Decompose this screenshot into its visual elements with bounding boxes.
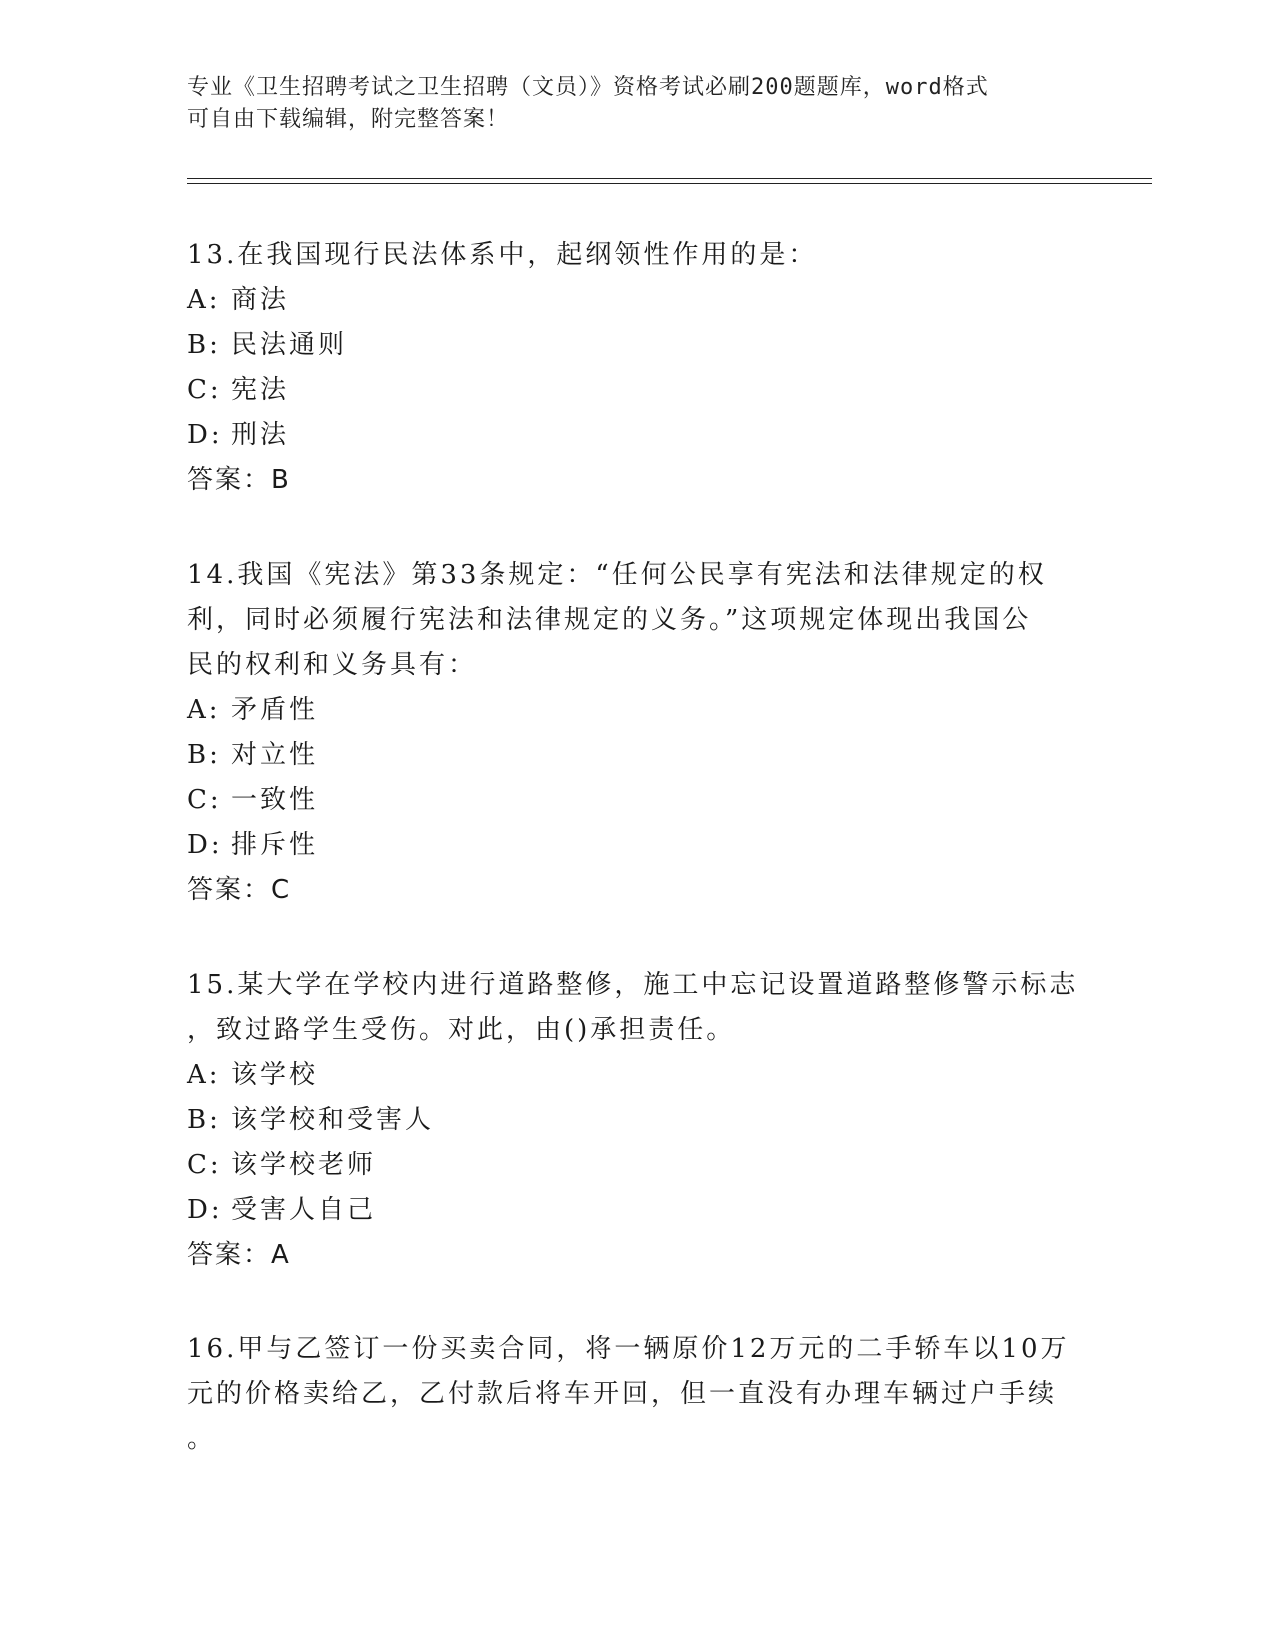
header-line-1: 专业《卫生招聘考试之卫生招聘（文员）》资格考试必刷200题题库，word格式 [187, 75, 989, 100]
question-stem-line-1: 16.甲与乙签订一份买卖合同，将一辆原价12万元的二手轿车以10万 [187, 1334, 1070, 1364]
option-d [187, 823, 1087, 868]
option-key: D: [187, 830, 223, 860]
option-d [187, 1188, 1087, 1233]
question-15 [187, 963, 1087, 1278]
option-key: C: [187, 785, 222, 815]
option-c [187, 778, 1087, 823]
question-stem-line-3: 。 [187, 1424, 217, 1454]
option-key: C: [187, 375, 222, 405]
option-b [187, 1098, 1087, 1143]
question-stem-line-1: 14.我国《宪法》第33条规定：“任何公民享有宪法和法律规定的权 [187, 560, 1047, 590]
option-key: A: [187, 695, 221, 725]
header-divider-bottom [187, 183, 1152, 184]
question-stem-line-3: 民的权利和义务具有： [187, 650, 478, 680]
option-text: 对立性 [231, 740, 319, 770]
option-text: 一致性 [231, 785, 319, 815]
option-a [187, 1053, 1087, 1098]
option-c [187, 368, 1087, 413]
question-14 [187, 553, 1087, 913]
header-line-2: 可自由下载编辑，附完整答案！ [187, 107, 510, 132]
answer-line: 答案：C [187, 875, 292, 905]
header-divider-top [187, 178, 1152, 179]
option-text: 受害人自己 [231, 1195, 377, 1225]
option-text: 排斥性 [231, 830, 319, 860]
option-key: B: [187, 740, 221, 770]
option-c [187, 1143, 1087, 1188]
question-stem-line-2: 元的价格卖给乙，乙付款后将车开回，但一直没有办理车辆过户手续 [187, 1379, 1058, 1409]
answer-line: 答案：A [187, 1240, 291, 1270]
option-text: 宪法 [231, 375, 290, 405]
question-stem-line-1: 15.某大学在学校内进行道路整修，施工中忘记设置道路整修警示标志 [187, 970, 1079, 1000]
option-text: 该学校老师 [231, 1150, 377, 1180]
option-text: 刑法 [231, 420, 290, 450]
option-key: B: [187, 330, 221, 360]
option-key: A: [187, 285, 221, 315]
option-text: 民法通则 [231, 330, 348, 360]
option-text: 商法 [231, 285, 290, 315]
option-d [187, 413, 1087, 458]
option-key: D: [187, 420, 223, 450]
question-stem-line-2: ，致过路学生受伤。对此，由()承担责任。 [187, 1015, 736, 1045]
option-text: 矛盾性 [231, 695, 319, 725]
question-13 [187, 233, 1087, 503]
option-text: 该学校 [231, 1060, 319, 1090]
option-text: 该学校和受害人 [231, 1105, 435, 1135]
option-b [187, 323, 1087, 368]
option-a [187, 278, 1087, 323]
option-key: C: [187, 1150, 222, 1180]
option-key: A: [187, 1060, 221, 1090]
option-a [187, 688, 1087, 733]
document-header [187, 72, 1067, 136]
option-b [187, 733, 1087, 778]
answer-line: 答案：B [187, 465, 291, 495]
question-16 [187, 1327, 1087, 1462]
option-key: D: [187, 1195, 223, 1225]
question-stem-line-2: 利，同时必须履行宪法和法律规定的义务。”这项规定体现出我国公 [187, 605, 1032, 635]
option-key: B: [187, 1105, 221, 1135]
question-stem: 13.在我国现行民法体系中，起纲领性作用的是： [187, 240, 818, 270]
